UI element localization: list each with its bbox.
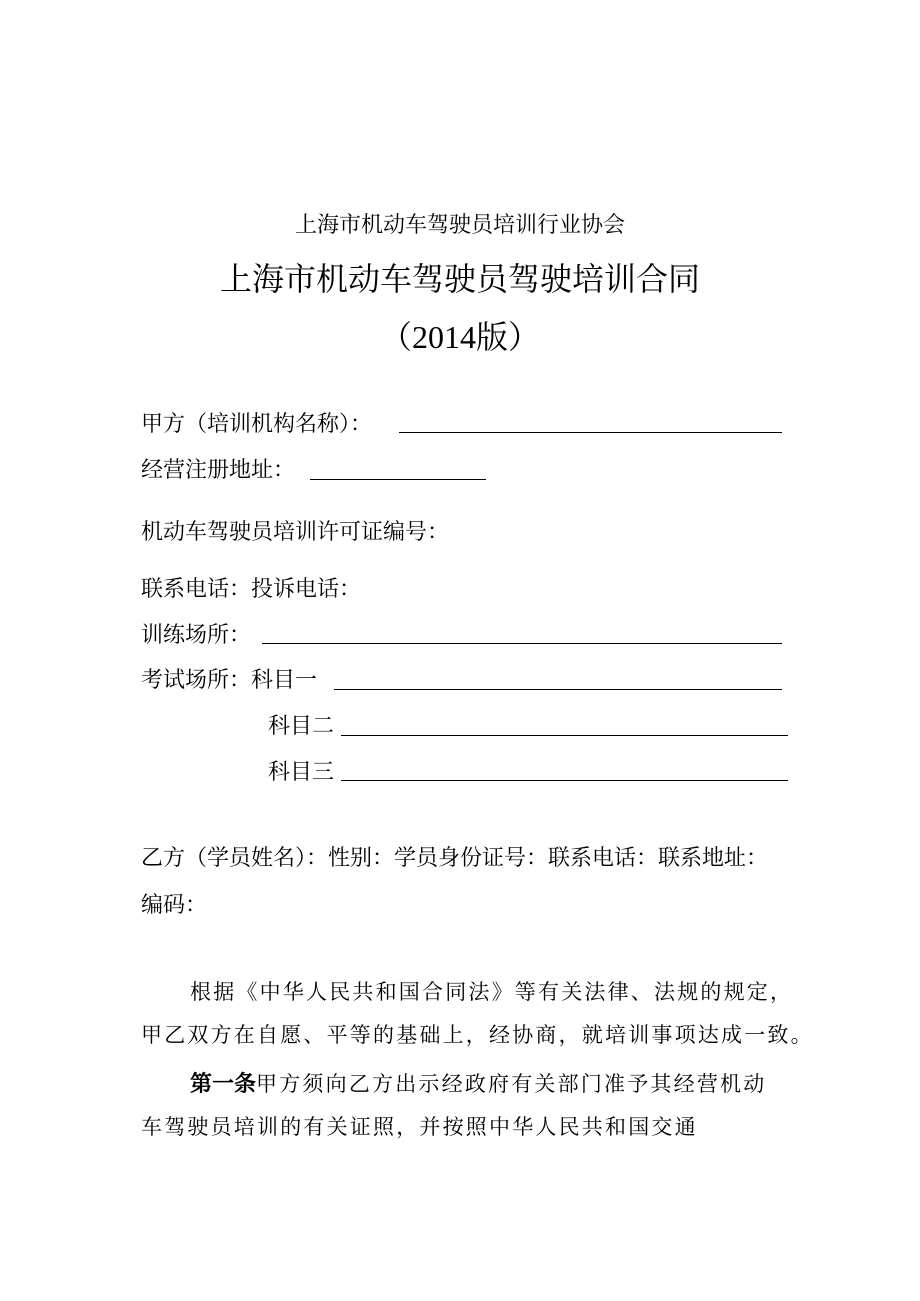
subject-one-site-field[interactable] [334,689,782,690]
edition-open: （ [379,318,412,356]
training-site-label: 训练场所： [141,623,252,648]
subject-three-site-field[interactable] [341,780,788,781]
registered-address-field[interactable] [310,479,486,480]
exam-site-label [141,666,317,696]
edition-year: 2014 [412,319,476,355]
article-one-heading: 第一条 [190,1072,257,1097]
article-one-line [190,1069,766,1100]
paragraph-line: 甲乙双方在自愿、平等的基础上，经协商，就培训事项达成一致。 [141,1023,814,1047]
postal-code-label: 编码： [141,893,208,918]
contract-edition [0,312,920,358]
party-b-info-label: 乙方（学员姓名）：性别：学员身份证号：联系电话：联系地址： [141,846,769,871]
party-a-phone-label: 联系电话：投诉电话： [141,577,362,602]
organization-name: 上海市机动车驾驶员培训行业协会 [294,213,625,238]
subject-two-label: 科目二 [268,714,335,739]
article-one-text: 甲方须向乙方出示经政府有关部门准予其经营机动 [256,1072,767,1096]
subject-two-site-field[interactable] [341,735,788,736]
training-license-label: 机动车驾驶员培训许可证编号： [141,520,450,545]
article-one-line: 车驾驶员培训的有关证照，并按照中华人民共和国交通 [141,1115,698,1139]
subject-one-label: 科目一 [251,668,318,693]
training-site-field[interactable] [262,643,782,644]
registered-address-label: 经营注册地址： [141,458,296,483]
contract-title: 上海市机动车驾驶员驾驶培训合同 [219,260,700,298]
party-a-name-field[interactable] [399,432,782,433]
subject-three-label: 科目三 [268,760,335,785]
paragraph-line: 根据《中华人民共和国合同法》等有关法律、法规的规定， [190,980,794,1004]
party-a-name-label: 甲方（培训机构名称）： [141,412,373,437]
exam-site-label-text: 考试场所： [141,668,252,693]
edition-close: 版） [476,318,541,356]
